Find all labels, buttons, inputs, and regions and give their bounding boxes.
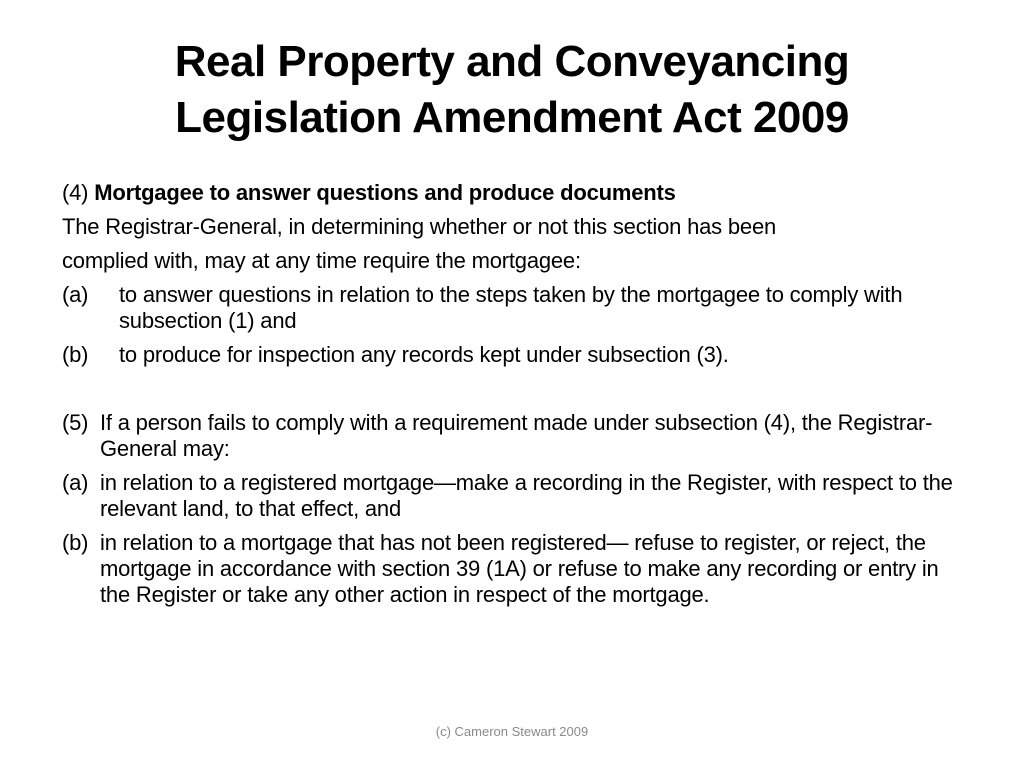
section-5-list [62,410,972,608]
section-4-intro-line-2: complied with, may at any time require the mortgagee: [62,248,581,273]
slide-body [62,180,972,608]
list-item [62,410,972,462]
list-item [62,282,972,334]
slide-title-line-2: Legislation Amendment Act 2009 [175,93,849,142]
section-4-heading-text: Mortgagee to answer questions and produce documents [94,180,676,205]
list-item-marker: (b) [62,530,89,555]
list-item [62,342,972,368]
list-item-text: in relation to a registered mortgage—make a recording in the Register, with respect to the relevant land, to that effect, and [100,470,953,521]
section-4-list [62,282,972,368]
footer-copyright: (c) Cameron Stewart 2009 [435,724,589,739]
list-item-marker: (a) [62,470,89,495]
list-item-text: If a person fails to comply with a requirement made under subsection (4), the Registrar-General may: [100,410,933,461]
section-4-intro-line-1: The Registrar-General, in determining whether or not this section has been [62,214,777,239]
list-item [62,530,972,608]
section-spacer [62,368,972,410]
list-item-text: in relation to a mortgage that has not been registered— refuse to register, or reject, the mortgage in accordance with section 39 (1A) or refuse to make any recording or entry in the Register or take any other action in respect of the mortgage. [100,530,939,607]
list-item-text: to produce for inspection any records kept under subsection (3). [119,342,729,367]
list-item-marker: (5) [62,410,89,435]
list-item-marker: (b) [62,342,89,367]
section-4-heading [62,180,972,206]
list-item-text: to answer questions in relation to the steps taken by the mortgagee to comply with subsection (1) and [119,282,903,333]
slide-title-line-1: Real Property and Conveyancing [174,37,850,86]
section-4-number: (4) [62,180,89,205]
list-item-marker: (a) [62,282,89,307]
slide-title [40,34,984,146]
list-item [62,470,972,522]
